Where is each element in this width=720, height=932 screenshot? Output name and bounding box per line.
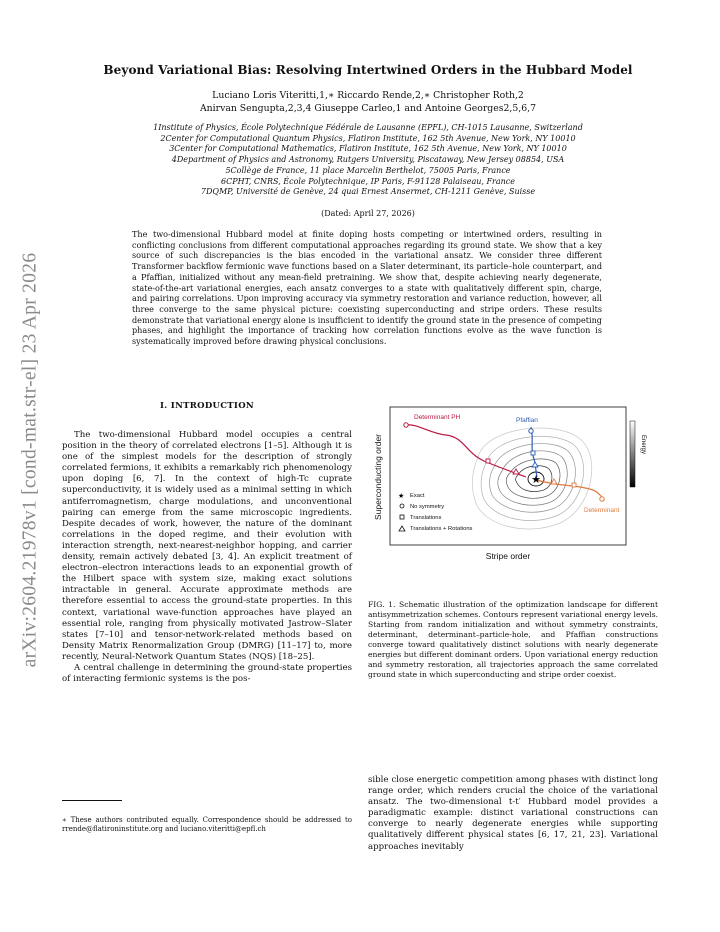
legend-no-symmetry-icon bbox=[400, 504, 404, 508]
label-pfaffian: Pfaffian bbox=[516, 417, 538, 424]
affiliation-1: 1Institute of Physics, École Polytechnique Fédérale de Lausanne (EPFL), CH-1015 Lausanne, Switzerland bbox=[153, 123, 583, 132]
determinant-translation-marker bbox=[572, 483, 576, 487]
affiliation-5: 5Collège de France, 11 place Marcelin Berthelot, 75005 Paris, France bbox=[225, 165, 511, 175]
determinant-start-marker bbox=[600, 497, 604, 501]
author-line-2: Anirvan Sengupta,2,3,4 Giuseppe Carleo,1 and Antoine Georges2,5,6,7 bbox=[199, 102, 537, 114]
right-column-paragraph: sible close energetic competition among phases with distinct long range order, which renders crucial the choice of the variational ansatz. The two-dimensional t-t′ Hubbard model provides a paradigmatic example: distinct variational constructions can converge to nearly degenerate energies while supporting qualitatively different physical states [6, 17, 21, 23]. Variational approaches inevitably bbox=[368, 775, 658, 852]
exact-star-marker: ★ bbox=[531, 473, 541, 486]
arxiv-stamp-text: arXiv:2604.21978v1 [cond-mat.str-el] 23 Apr 2026 bbox=[19, 252, 40, 668]
legend-translations-label: Translations bbox=[410, 515, 442, 521]
label-det-ph: Determinant PH bbox=[414, 414, 461, 421]
det-ph-start-marker bbox=[404, 423, 408, 427]
det-ph-translation-marker bbox=[486, 459, 490, 463]
pfaffian-start-marker bbox=[529, 429, 533, 433]
paper-title: Beyond Variational Bias: Resolving Intertwined Orders in the Hubbard Model bbox=[103, 63, 633, 77]
x-axis-label: Stripe order bbox=[485, 551, 531, 561]
affiliation-3: 3Center for Computational Mathematics, Flatiron Institute, 162 5th Avenue, New York, NY 10010 bbox=[169, 144, 567, 154]
dated-line: (Dated: April 27, 2026) bbox=[321, 209, 415, 218]
section-heading: I. INTRODUCTION bbox=[160, 401, 254, 411]
det-ph-rotation-marker bbox=[513, 469, 519, 474]
legend-rotations-label: Translations + Rotations bbox=[410, 526, 473, 532]
author-list bbox=[78, 90, 658, 115]
footnote-divider bbox=[62, 800, 122, 801]
intro-paragraph-1: The two-dimensional Hubbard model occupies a central position in the theory of correlated electrons [1–5]. Although it is one of the simplest models for the description of strongly correlated fermions, it exhibits a remarkably rich phenomenology upon doping [6, 7]. In the context of high-Tc cuprate superconductivity, it is widely used as a minimal setting in which antiferromagnetism, charge modulations, and unconventional pairing can emerge from the same microscopic ingredients. Despite decades of work, however, the nature of the dominant correlations in the doped regime, and their evolution with interaction strength, next-nearest-neighbor hopping, and carrier density, remain actively debated [3, 4]. An explicit treatment of electron–electron interactions leads to an exponential growth of the Hilbert space with system size, making exact solutions intractable in general. Accurate approximate methods are therefore essential to access the ground-state properties. In this context, variational wave-function approaches have played an essential role, ranging from physically motivated Jastrow–Slater states [7–10] and tensor-network-related methods based on Density Matrix Renormalization Group (DMRG) [11–17] to, more recently, Neural-Network Quantum States (NQS) [18–25]. bbox=[62, 430, 352, 662]
footnote: ∗ These authors contributed equally. Correspondence should be addressed to rrende@flatironinstitute.org and luciano.viteritti@epfl.ch bbox=[62, 816, 352, 833]
pfaffian-rotation-marker bbox=[532, 462, 538, 467]
affiliation-6: 6CPHT, CNRS, École Polytechnique, IP Paris, F-91128 Palaiseau, France bbox=[221, 176, 515, 186]
affiliation-2: 2Center for Computational Quantum Physics, Flatiron Institute, 162 5th Avenue, New York, NY 10010 bbox=[160, 133, 576, 143]
legend-exact-icon: ★ bbox=[398, 492, 405, 500]
arxiv-stamp bbox=[0, 240, 60, 680]
y-axis-label: Superconducting order bbox=[373, 433, 383, 521]
energy-colorbar bbox=[630, 421, 635, 487]
affiliation-7: 7DQMP, Université de Genève, 24 quai Ernest Ansermet, CH-1211 Genève, Suisse bbox=[200, 187, 536, 197]
author-line-1: Luciano Loris Viteritti,1,∗ Riccardo Rende,2,∗ Christopher Roth,2 bbox=[212, 90, 524, 101]
legend-exact-label: Exact bbox=[410, 493, 425, 499]
pfaffian-translation-marker bbox=[531, 451, 535, 455]
legend bbox=[398, 492, 473, 532]
abstract: The two-dimensional Hubbard model at finite doping hosts competing or intertwined orders, resulting in conflicting conclusions from different computational approaches regarding its ground state. We show that a key source of such discrepancies is the bias encoded in the variational ansatz. We consider three different Transformer backflow fermionic wave functions based on a Slater determinant, its particle–hole counterpart, and a Pfaffian, initialized without any mean-field pretraining. We show that, despite achieving nearly degenerate, state-of-the-art variational energies, each ansatz converges to a state with qualitatively different spin, charge, and pairing correlations. Upon improving accuracy via symmetry restoration and variance reduction, however, all three converge to the same physical picture: coexisting superconducting and stripe orders. These results demonstrate that variational energy alone is insufficient to identify the ground state in the presence of competing phases, and highlight the importance of tracking how correlation functions evolve as the wave function is systematically improved before drawing physical conclusions. bbox=[132, 229, 602, 347]
figure-caption: FIG. 1. Schematic illustration of the optimization landscape for different antisymmetrization schemes. Contours represent variational energy levels. Starting from random initialization and without symmetry constraints, determinant, determinant–particle-hole, and Pfaffian constructions converge toward qualitatively distinct solutions with nearly degenerate energies but different dominant orders. Upon variational energy reduction and symmetry restoration, all trajectories approach the same correlated ground state in which superconducting and stripe order coexist. bbox=[368, 600, 658, 679]
affiliation-4: 4Department of Physics and Astronomy, Rutgers University, Piscataway, New Jersey 08854, USA bbox=[171, 155, 565, 165]
legend-no-symmetry-label: No symmetry bbox=[410, 504, 445, 510]
label-determinant: Determinant bbox=[584, 507, 620, 514]
figure-1 bbox=[368, 405, 658, 568]
figure-1-canvas bbox=[368, 405, 658, 568]
legend-rotations-icon bbox=[399, 526, 405, 531]
affiliations bbox=[78, 123, 658, 198]
trajectory-determinant bbox=[537, 479, 604, 501]
trajectory-det-ph bbox=[404, 423, 526, 477]
legend-translations-icon bbox=[400, 515, 404, 519]
colorbar-label: Energy bbox=[640, 435, 646, 455]
right-column bbox=[368, 775, 658, 853]
left-column bbox=[62, 430, 352, 685]
intro-paragraph-2: A central challenge in determining the ground-state properties of interacting fermionic systems is the pos- bbox=[62, 662, 352, 685]
